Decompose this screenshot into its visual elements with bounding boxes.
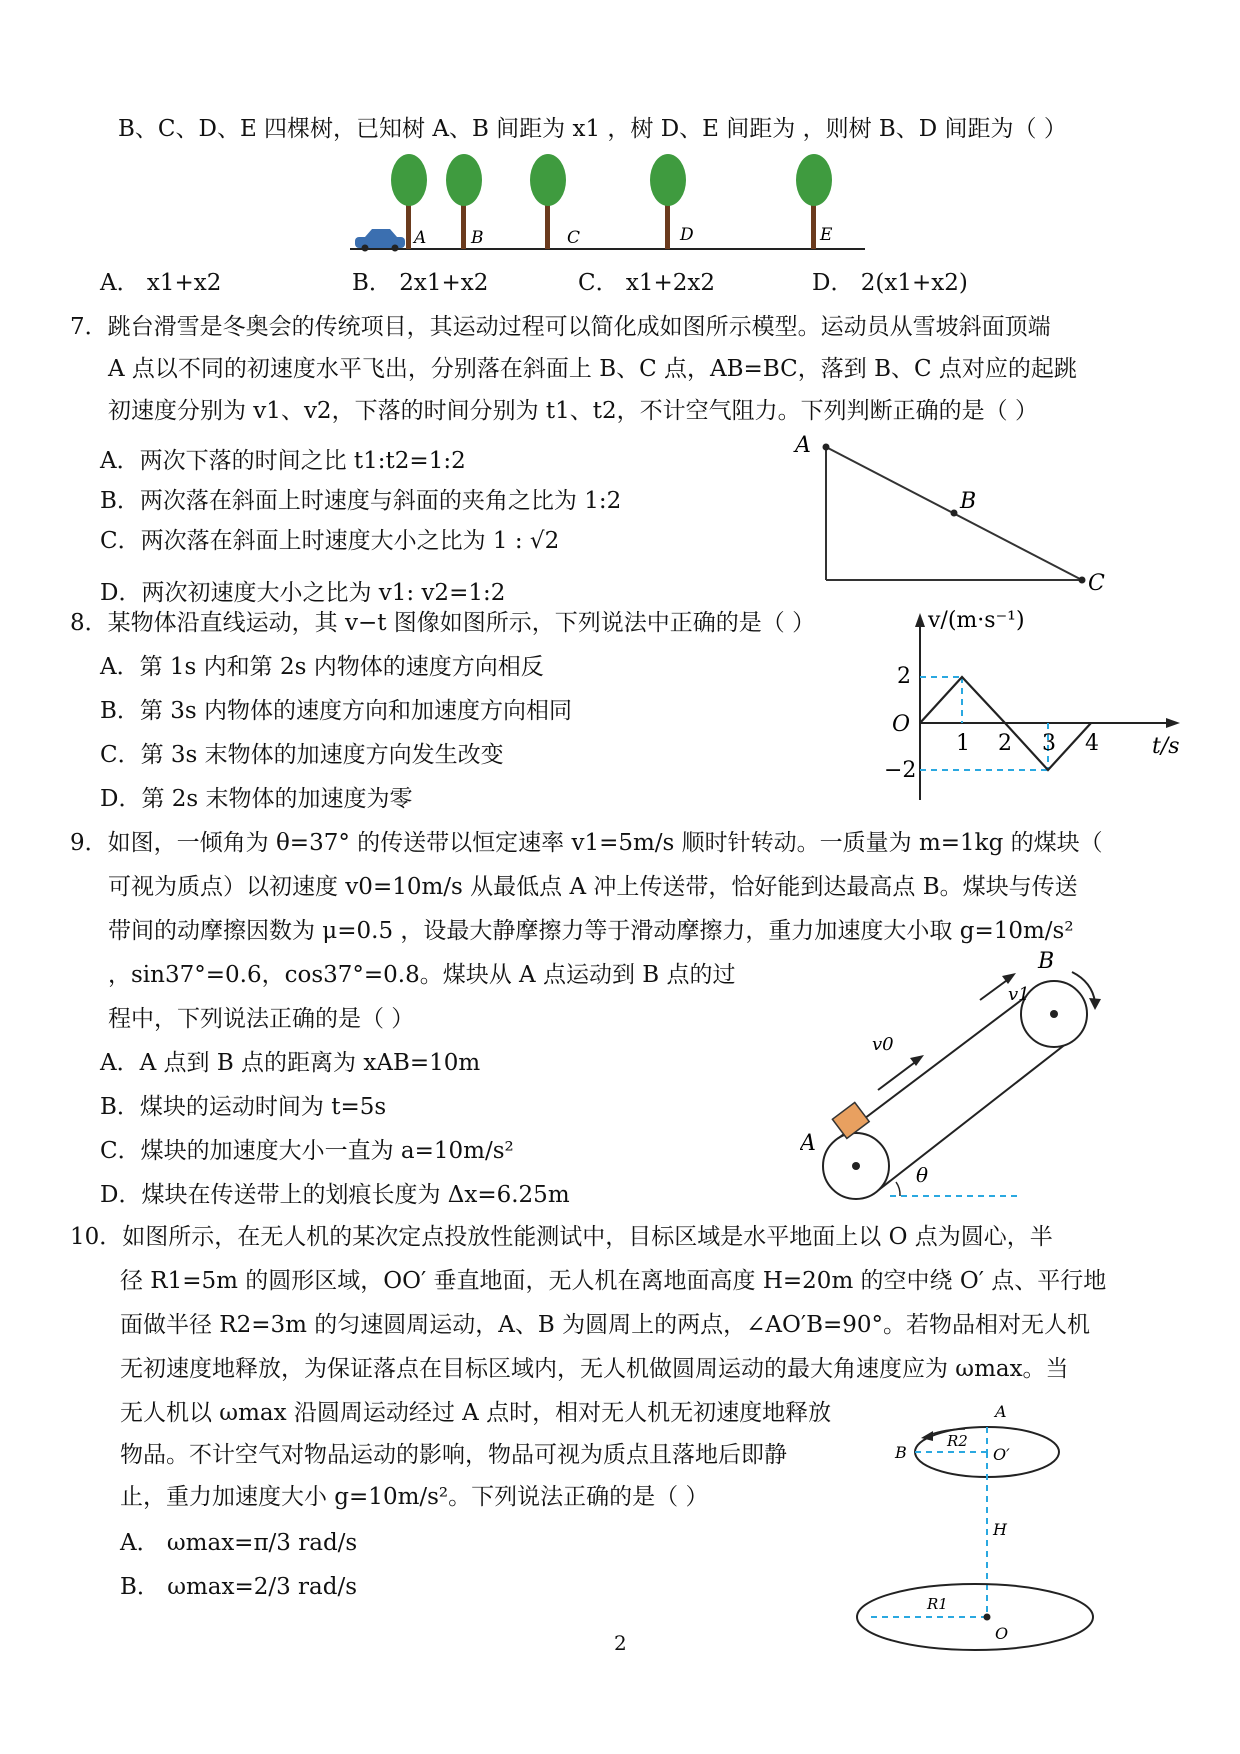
q9-stem-line: 程中，下列说法正确的是（ ） <box>108 1006 415 1032</box>
graph-x-tick: 4 <box>1085 731 1099 756</box>
graph-y-tick: −2 <box>884 758 917 783</box>
q9-stem-line: 带间的动摩擦因数为 μ=0.5 ，设最大静摩擦力等于滑动摩擦力，重力加速度大小取 g=10m/s² <box>108 918 1074 944</box>
q10-stem-line: 10．如图所示，在无人机的某次定点投放性能测试中，目标区域是水平地面上以 O 点为圆心，半 <box>70 1224 1053 1250</box>
point-label-a: A <box>795 433 811 458</box>
q8-option-a: A．第 1s 内和第 2s 内物体的速度方向相反 <box>100 654 544 680</box>
q8-vt-graph <box>870 605 1190 810</box>
drone-label-h: H <box>993 1520 1007 1539</box>
q9-stem-line: 可视为质点）以初速度 v0=10m/s 从最低点 A 冲上传送带，恰好能到达最高点 B。煤块与传送 <box>108 874 1078 900</box>
q6-option-b: B． 2x1+x2 <box>352 270 489 296</box>
q9-stem-line: 9．如图，一倾角为 θ=37° 的传送带以恒定速率 v1=5m/s 顺时针转动。一质量为 m=1kg 的煤块（ <box>70 830 1103 856</box>
q10-stem-line: 无初速度地释放，为保证落点在目标区域内，无人机做圆周运动的最大角速度应为 ωmax。当 <box>120 1356 1069 1382</box>
q8-option-d: D．第 2s 末物体的加速度为零 <box>100 786 413 812</box>
graph-y-tick: 2 <box>897 664 911 689</box>
q7-stem-line: 初速度分别为 v1、v2，下落的时间分别为 t1、t2，不计空气阻力。下列判断正确的是（ ） <box>108 398 1038 424</box>
graph-y-axis-label: v/(m·s⁻¹) <box>928 608 1025 633</box>
graph-x-tick: 3 <box>1042 731 1056 756</box>
tree-label-d: D <box>680 225 694 245</box>
point-label-c: C <box>1088 571 1105 595</box>
belt-label-theta: θ <box>916 1163 929 1187</box>
q10-stem-line: 面做半径 R2=3m 的匀速圆周运动，A、B 为圆周上的两点，∠AO′B=90°。若物品相对无人机 <box>120 1312 1091 1338</box>
q10-stem-line: 物品。不计空气对物品运动的影响，物品可视为质点且落地后即静 <box>120 1442 787 1468</box>
point-label-b: B <box>960 489 977 514</box>
q10-stem-line: 径 R1=5m 的圆形区域，OO′ 垂直地面，无人机在离地面高度 H=20m 的空中绕 O′ 点、平行地 <box>120 1268 1107 1294</box>
q7-stem-line: A 点以不同的初速度水平飞出，分别落在斜面上 B、C 点，AB=BC，落到 B、C 点对应的起跳 <box>108 356 1077 382</box>
drone-label-b: B <box>895 1443 907 1462</box>
q7-option-b: B．两次落在斜面上时速度与斜面的夹角之比为 1:2 <box>100 488 622 514</box>
belt-label-a: A <box>800 1131 816 1156</box>
graph-x-tick: 2 <box>998 731 1012 756</box>
q7-option-a: A．两次下落的时间之比 t1:t2=1:2 <box>100 448 466 474</box>
q6-option-d: D． 2(x1+x2) <box>812 270 968 296</box>
drone-label-r2: R2 <box>947 1432 968 1450</box>
graph-origin-label: O <box>892 712 911 737</box>
q9-option-b: B．煤块的运动时间为 t=5s <box>100 1094 387 1120</box>
q9-option-d: D．煤块在传送带上的划痕长度为 Δx=6.25m <box>100 1182 570 1208</box>
q6-option-a: A． x1+x2 <box>100 270 222 296</box>
q8-stem: 8．某物体沿直线运动，其 v−t 图像如图所示，下列说法中正确的是（ ） <box>70 610 816 636</box>
q7-option-d: D．两次初速度大小之比为 v1: v2=1:2 <box>100 580 506 606</box>
tree-icon <box>530 154 566 249</box>
q6-option-c: C． x1+2x2 <box>578 270 716 296</box>
q9-conveyor-figure <box>800 950 1130 1200</box>
belt-label-v0: v0 <box>872 1034 894 1055</box>
belt-label-b: B <box>1038 950 1055 974</box>
tree-label-c: C <box>567 228 581 248</box>
q8-option-c: C．第 3s 末物体的加速度方向发生改变 <box>100 742 504 768</box>
drone-label-r1: R1 <box>927 1595 948 1613</box>
q9-option-a: A．A 点到 B 点的距离为 xAB=10m <box>100 1050 481 1076</box>
q7-option-c: C．两次落在斜面上时速度大小之比为 1 : √2 <box>100 528 560 554</box>
drone-label-o: O <box>995 1624 1009 1643</box>
tree-label-b: B <box>471 228 484 248</box>
q9-stem-line: ，sin37°=0.6，cos37°=0.8。煤块从 A 点运动到 B 点的过 <box>108 962 736 988</box>
q9-option-c: C．煤块的加速度大小一直为 a=10m/s² <box>100 1138 514 1164</box>
q7-stem-line: 7．跳台滑雪是冬奥会的传统项目，其运动过程可以简化成如图所示模型。运动员从雪坡斜面顶端 <box>70 314 1051 340</box>
graph-x-axis-label: t/s <box>1152 734 1180 759</box>
tree-label-a: A <box>414 228 427 248</box>
q8-option-b: B．第 3s 内物体的速度方向和加速度方向相同 <box>100 698 572 724</box>
q10-option-a: A． ωmax=π/3 rad/s <box>120 1530 358 1556</box>
drone-label-o-prime: O′ <box>993 1445 1010 1464</box>
graph-x-tick: 1 <box>956 731 970 756</box>
q6-stem: B、C、D、E 四棵树，已知树 A、B 间距为 x1 ，树 D、E 间距为 ，则树 B、D 间距为（ ） <box>118 116 1067 142</box>
q6-trees-figure <box>345 150 870 255</box>
q10-drone-figure <box>855 1395 1135 1655</box>
belt-label-v1: v1 <box>1008 984 1030 1005</box>
tree-label-e: E <box>820 225 833 245</box>
q10-stem-line: 无人机以 ωmax 沿圆周运动经过 A 点时，相对无人机无初速度地释放 <box>120 1400 832 1426</box>
drone-label-a: A <box>995 1402 1007 1421</box>
page-number: 2 <box>614 1631 627 1655</box>
q7-slope-figure <box>790 430 1120 595</box>
q10-option-b: B． ωmax=2/3 rad/s <box>120 1574 358 1600</box>
q10-stem-line: 止，重力加速度大小 g=10m/s²。下列说法正确的是（ ） <box>120 1484 709 1510</box>
